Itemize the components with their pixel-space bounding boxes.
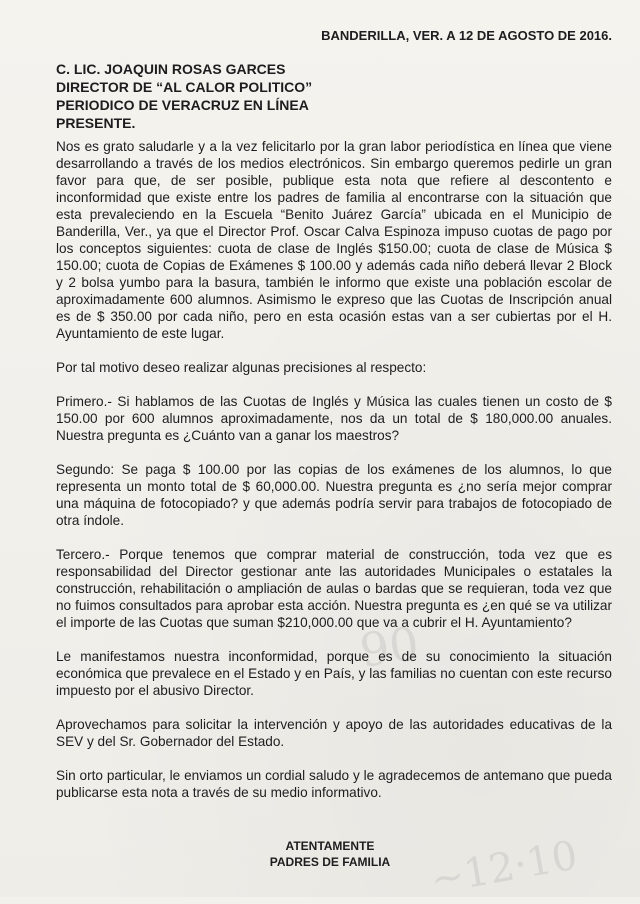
recipient-name: C. LIC. JOAQUIN ROSAS GARCES: [56, 61, 286, 77]
paragraph: Por tal motivo deseo realizar algunas precisiones al respecto:: [56, 360, 427, 375]
paragraph: Tercero.- Porque tenemos que comprar material de construcción, toda vez que es responsabilidad del Director gestionar ante las autoridades Municipales o estatales la construcción, rehabilitación o ampliación de aulas o bardas que se requieran, toda vez que no fuimos consultados para aprobar esta acción. Nuestra pregunta es ¿en qué se va utilizar el importe de las Cuotas que suman $210,000.00 que va a cubrir el H. Ayuntamiento?: [56, 547, 612, 630]
paragraph: Le manifestamos nuestra inconformidad, porque es de su conocimiento la situación económica que prevalece en el Estado y en País, y las familias no cuentan con este recurso impuesto por el abusivo Director.: [56, 649, 612, 698]
paragraph: Primero.- Si hablamos de las Cuotas de Inglés y Música las cuales tienen un costo de $ 150.00 por 600 alumnos aproximadamente, nos da un total de $ 180,000.00 anuales. Nuestra pregunta es ¿Cuánto van a ganar los maestros?: [56, 394, 612, 443]
letter-body: [56, 138, 612, 818]
closing-signatory: PADRES DE FAMILIA: [269, 855, 391, 869]
closing-atentamente: ATENTAMENTE: [285, 839, 375, 853]
paragraph: Segundo: Se paga $ 100.00 por las copias de los exámenes de los alumnos, lo que representa un monto total de $ 60,000.00. Nuestra pregunta es ¿no sería mejor comprar una máquina de fotocopiado? y que además podría servir para trabajos de fotocopiado de otra índole.: [56, 462, 612, 528]
paragraph: Sin orto particular, le enviamos un cordial saludo y le agradecemos de antemano que pueda publicarse esta nota a través de su medio informativo.: [56, 768, 612, 800]
date-line: BANDERILLA, VER. A 12 DE AGOSTO DE 2016.: [321, 28, 612, 43]
bleed-through-mark: 90: [356, 616, 423, 678]
recipient-block: [56, 60, 312, 132]
closing-block: [0, 838, 640, 870]
paragraph: Nos es grato saludarle y a la vez felicitarlo por la gran labor periodística en línea que viene desarrollando a través de los medios electrónicos. Sin embargo queremos pedirle un gran favor para que, de ser posible, publique esta nota que refiere al descontento e inconformidad que existe entre los padres de familia al encontrarse con la situación que esta prevaleciendo en la Escuela “Benito Juárez García” ubicada en el Municipio de Banderilla, Ver., ya que el Director Prof. Oscar Calva Espinoza impuso cuotas de pago por los conceptos siguientes: cuota de clase de Inglés $150.00; cuota de clase de Música $ 150.00; cuota de Copias de Exámenes $ 100.00 y además cada niño deberá llevar 2 Block y 2 bolsa yumbo para la basura, también le informo que existe una población escolar de aproximadamente 600 alumnos. Asimismo le expreso que las Cuotas de Inscripción anual es de $ 350.00 por cada niño, pero en esta ocasión estas van a ser cubiertas por el H. Ayuntamiento de este lugar.: [56, 139, 612, 341]
recipient-presente: PRESENTE.: [56, 115, 136, 131]
bleed-through-mark: ~12·10: [427, 832, 581, 904]
recipient-title: DIRECTOR DE “AL CALOR POLITICO”: [56, 79, 313, 95]
recipient-organization: PERIODICO DE VERACRUZ EN LÍNEA: [56, 97, 309, 113]
paragraph: Aprovechamos para solicitar la intervención y apoyo de las autoridades educativas de la SEV y del Sr. Gobernador del Estado.: [56, 717, 612, 749]
